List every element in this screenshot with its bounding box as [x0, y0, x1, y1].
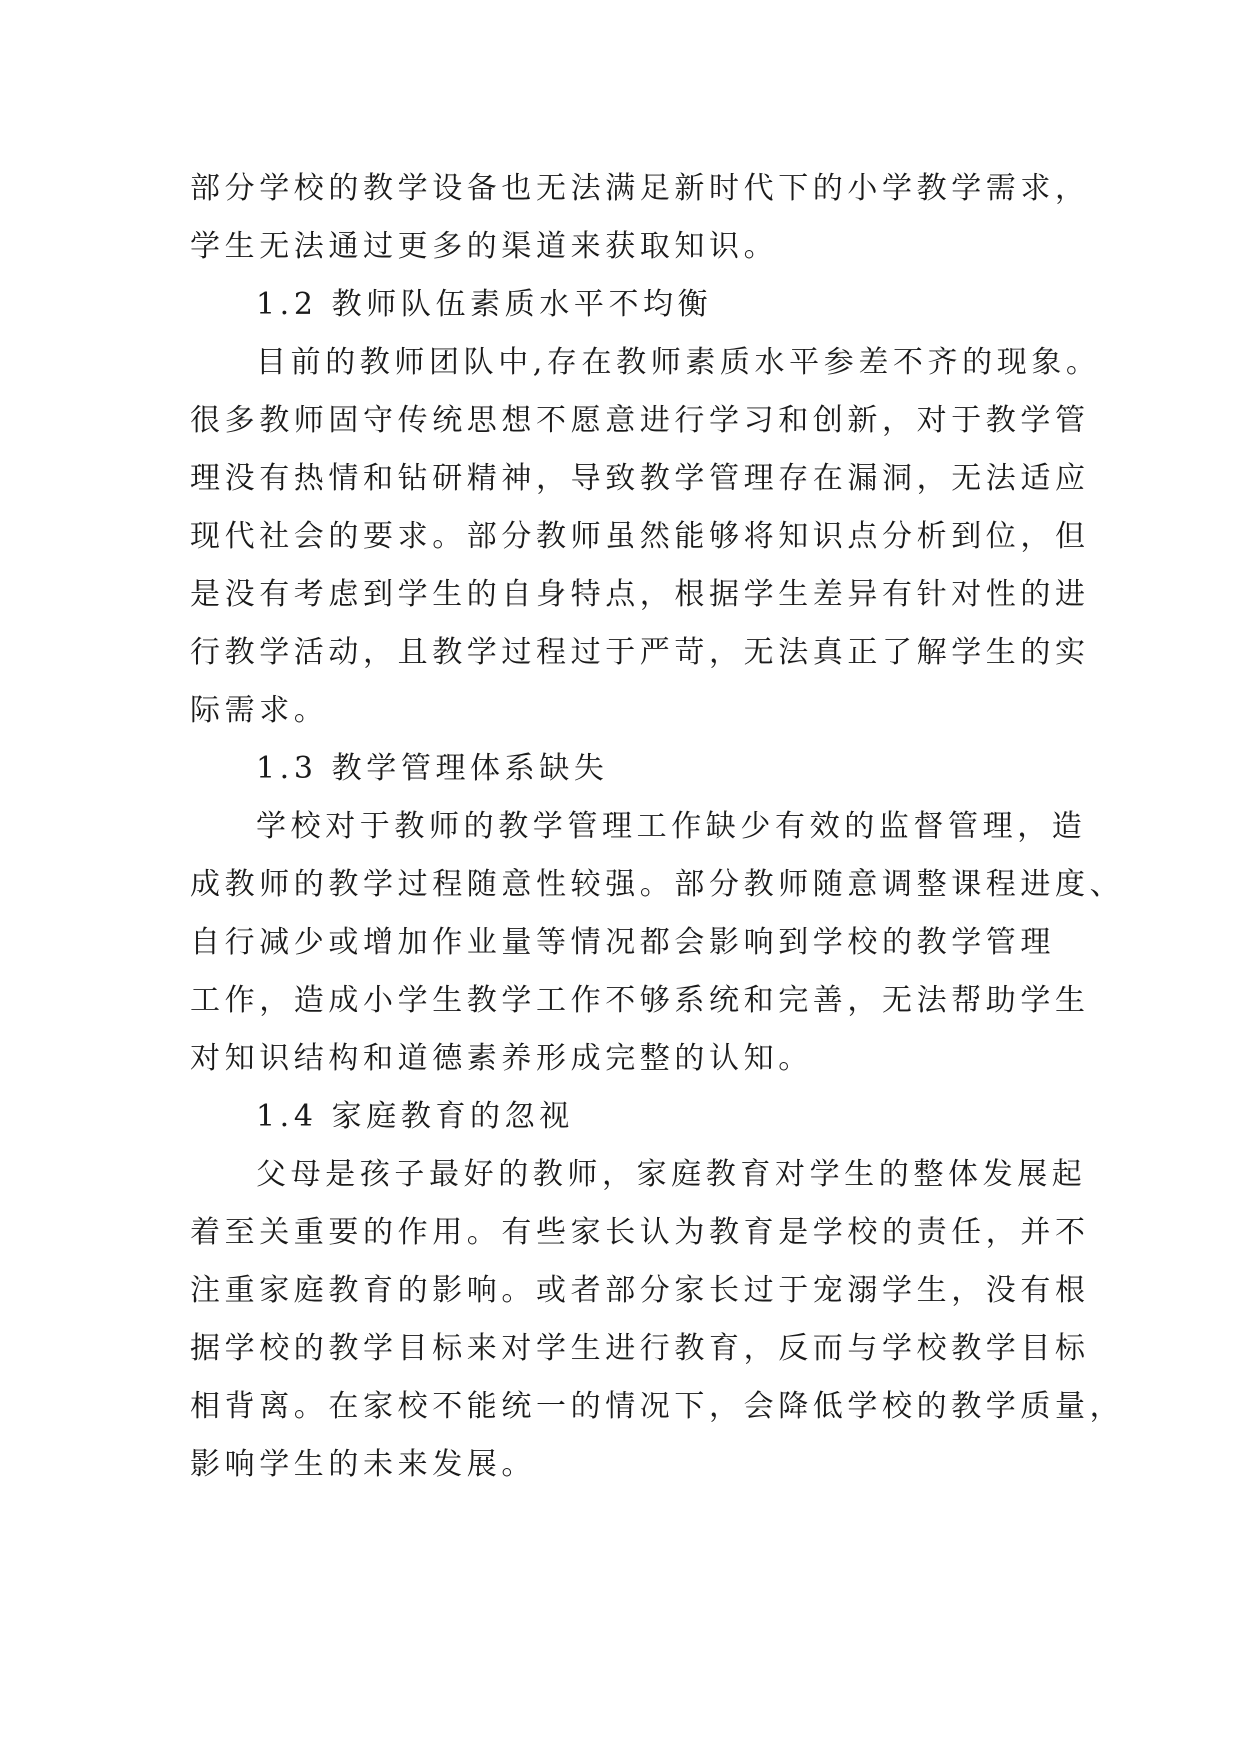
paragraph-start-line: 目前的教师团队中,存在教师素质水平参差不齐的现象。 [256, 345, 1101, 380]
section-heading-1-3: 1.3 教学管理体系缺失 [256, 751, 609, 786]
section-heading-1-2: 1.2 教师队伍素质水平不均衡 [256, 287, 713, 322]
body-line: 对知识结构和道德素养形成完整的认知。 [190, 1041, 813, 1076]
body-line: 工作，造成小学生教学工作不够系统和完善，无法帮助学生 [190, 983, 1090, 1018]
paragraph-start-line: 学校对于教师的教学管理工作缺少有效的监督管理，造 [256, 809, 1087, 844]
section-heading-1-4: 1.4 家庭教育的忽视 [256, 1099, 574, 1134]
body-line: 注重家庭教育的影响。或者部分家长过于宠溺学生，没有根 [190, 1273, 1090, 1308]
paragraph-start-line: 父母是孩子最好的教师，家庭教育对学生的整体发展起 [256, 1157, 1087, 1192]
body-line: 学生无法通过更多的渠道来获取知识。 [190, 229, 779, 264]
body-line: 着至关重要的作用。有些家长认为教育是学校的责任，并不 [190, 1215, 1090, 1250]
body-line: 部分学校的教学设备也无法满足新时代下的小学教学需求， [190, 171, 1090, 206]
body-line: 际需求。 [190, 693, 329, 728]
document-body [190, 160, 1125, 1494]
body-line: 相背离。在家校不能统一的情况下，会降低学校的教学质量， [190, 1389, 1125, 1424]
body-line: 是没有考虑到学生的自身特点，根据学生差异有针对性的进 [190, 577, 1090, 612]
body-line: 行教学活动，且教学过程过于严苛，无法真正了解学生的实 [190, 635, 1090, 670]
body-line: 自行减少或增加作业量等情况都会影响到学校的教学管理 [190, 925, 1055, 960]
body-line: 现代社会的要求。部分教师虽然能够将知识点分析到位，但 [190, 519, 1090, 554]
body-line: 影响学生的未来发展。 [190, 1447, 536, 1482]
body-line: 成教师的教学过程随意性较强。部分教师随意调整课程进度、 [190, 867, 1125, 902]
body-line: 据学校的教学目标来对学生进行教育，反而与学校教学目标 [190, 1331, 1090, 1366]
body-line: 理没有热情和钻研精神，导致教学管理存在漏洞，无法适应 [190, 461, 1090, 496]
body-line: 很多教师固守传统思想不愿意进行学习和创新，对于教学管 [190, 403, 1090, 438]
